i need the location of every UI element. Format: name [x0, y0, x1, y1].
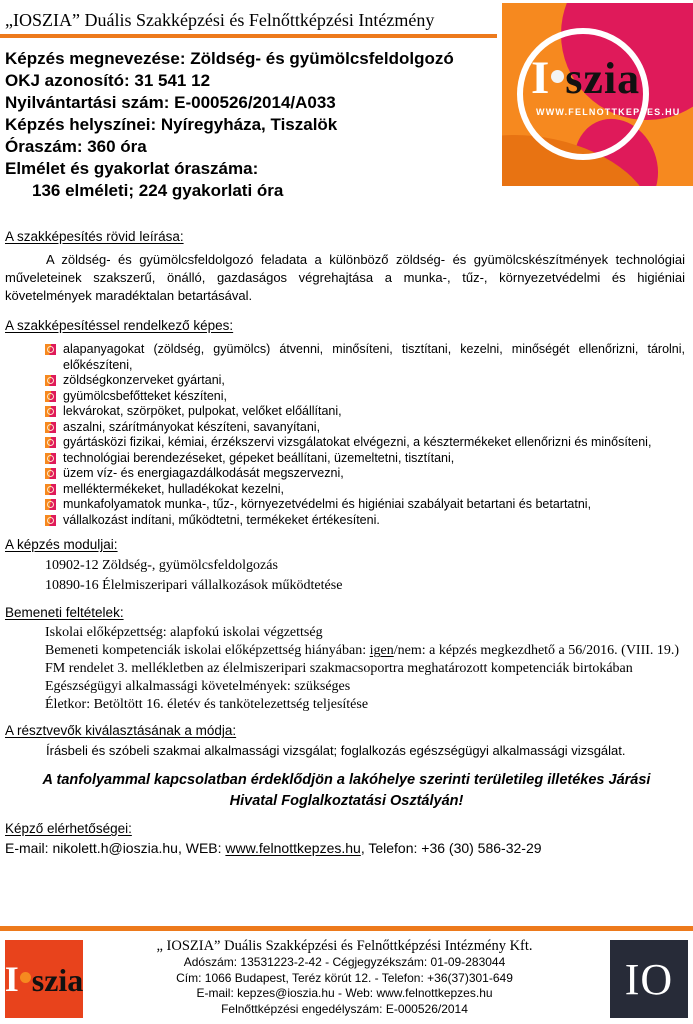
theory-practice-label-line: Elmélet és gyakorlat óraszáma:	[5, 159, 259, 178]
capability-item	[45, 404, 685, 420]
entry-competence-prefix: Bemeneti kompetenciák iskolai előképzettség hiányában:	[45, 643, 370, 658]
ioszia-bullet-icon	[45, 391, 56, 402]
course-info-block	[5, 48, 505, 202]
section-heading-capabilities: A szakképesítéssel rendelkező képes:	[5, 318, 234, 333]
entry-competence-line	[45, 642, 688, 678]
capability-item	[45, 389, 685, 405]
selection-paragraph: Írásbeli és szóbeli szakmai alkalmassági vizsgálat; foglalkozás egészségügyi alkalmassági vizsgálat.	[46, 743, 626, 758]
section-heading-selection: A résztvevők kiválasztásának a módja:	[5, 723, 237, 738]
footer-divider	[0, 926, 693, 931]
entry-age-line: Életkor: Betöltött 16. életév és tankötelezettség teljesítése	[45, 697, 369, 712]
footer-tax-line: Adószám: 13531223-2-42 - Cégjegyzékszám: 01-09-283044	[183, 955, 506, 969]
logo-circle-o-icon	[551, 70, 564, 83]
district-office-notice: A tanfolyammal kapcsolatban érdeklődjön a lakóhelye szerinti területileg illetékes Járási Hivatal Foglalkoztatási Osztályán!	[42, 772, 651, 809]
footer	[0, 926, 693, 1024]
course-name-line: Képzés megnevezése: Zöldség- és gyümölcsfeldolgozó	[5, 49, 454, 68]
module-item: 10902-12 Zöldség-, gyümölcsfeldolgozás	[45, 558, 278, 573]
footer-logo-letters-szia: szia	[31, 961, 84, 998]
ioszia-bullet-icon	[45, 515, 56, 526]
organization-title: „IOSZIA” Duális Szakképzési és Felnőttképzési Intézmény	[5, 10, 435, 30]
module-item: 10890-16 Élelmiszeripari vállalkozások működtetése	[45, 578, 343, 593]
capability-text: lekvárokat, szörpöket, pulpokat, velőket előállítani,	[63, 404, 342, 418]
entry-health-line: Egészségügyi alkalmassági követelmények: szükséges	[45, 679, 351, 694]
capability-text: melléktermékeket, hulladékokat kezelni,	[63, 481, 284, 496]
capability-text: gyümölcsbefőtteket készíteni,	[63, 388, 227, 403]
contact-suffix: , Telefon: +36 (30) 586-32-29	[360, 840, 542, 856]
footer-address-line: Cím: 1066 Budapest, Teréz körút 12. - Telefon: +36(37)301-649	[176, 970, 513, 985]
capability-text: technológiai berendezéseket, gépeket beállítani, üzemeltetni, tisztítani,	[63, 450, 455, 465]
entry-requirements-block	[45, 624, 688, 714]
ioszia-bullet-icon	[45, 484, 56, 495]
ioszia-bullet-icon	[45, 468, 56, 479]
footer-logo-circle-o-icon	[20, 972, 31, 983]
capability-item	[45, 513, 685, 529]
capability-text: vállalkozást indítani, működtetni, termékeket értékesíteni.	[63, 512, 380, 527]
logo-website-text: WWW.FELNOTTKEPZES.HU	[536, 107, 681, 117]
capability-text: üzem víz- és energiagazdálkodását megszervezni,	[63, 466, 344, 480]
entry-competence-yes: igen	[369, 643, 394, 658]
footer-company-name: „ IOSZIA” Duális Szakképzési és Felnőttképzési Intézmény Kft.	[156, 938, 533, 954]
capability-item	[45, 497, 685, 513]
footer-email-web-line: E-mail: kepzes@ioszia.hu - Web: www.felnottkepzes.hu	[196, 986, 493, 1000]
modules-list	[45, 556, 688, 596]
capability-text: aszalni, szárítmányokat készíteni, savanyítani,	[63, 419, 321, 434]
ioszia-bullet-icon	[45, 406, 56, 417]
contact-website-link[interactable]: www.felnottkepzes.hu	[225, 840, 361, 856]
capability-item	[45, 466, 685, 482]
capability-text: gyártásközi fizikai, kémiai, érzékszervi vizsgálatokat elvégezni, a késztermékeket ellenőrizni és minősíteni,	[63, 435, 652, 449]
section-heading-short-description: A szakképesítés rövid leírása:	[5, 229, 184, 244]
footer-logo-letter-i: I	[4, 958, 19, 999]
logo-letters-szia: szia	[565, 54, 641, 103]
footer-license-line: Felnőttképzési engedélyszám: E-000526/2014	[221, 1001, 468, 1016]
logo-letter-i: I	[531, 52, 550, 104]
capability-text: munkafolyamatok munka-, tűz-, környezetvédelmi és higiéniai szabályait betartani és betartatni,	[63, 497, 592, 511]
capability-item	[45, 420, 685, 436]
logo-wordmark	[531, 52, 641, 104]
ioszia-bullet-icon	[45, 499, 56, 510]
footer-logo-wordmark	[4, 958, 84, 999]
ioszia-bullet-icon	[45, 437, 56, 448]
capability-item	[45, 342, 685, 373]
short-description-paragraph: A zöldség- és gyümölcsfeldolgozó feladata a különböző zöldség- és gyümölcskészítmények technológiai műveleteinek szakszerű, önálló, gazdaságos végrehajtása a munka-, tűz-, környezetvédelmi és higiéniai követelmények maradéktalan betartásával.	[5, 252, 685, 303]
ioszia-bullet-icon	[45, 344, 56, 355]
section-heading-contact: Képző elérhetőségei:	[5, 821, 132, 836]
capability-text: alapanyagokat (zöldség, gyümölcs) átvenni, minősíteni, tisztítani, kezelni, minőségét ellenőrizni, tárolni, előkészíteni,	[63, 342, 685, 372]
theory-practice-hours-line: 136 elméleti; 224 gyakorlati óra	[32, 181, 284, 200]
capability-text: zöldségkonzerveket gyártani,	[63, 373, 225, 387]
ioszia-bullet-icon	[45, 453, 56, 464]
header-divider	[0, 34, 497, 38]
capability-item	[45, 435, 685, 451]
capability-item	[45, 482, 685, 498]
capabilities-list	[45, 342, 685, 528]
capability-item	[45, 451, 685, 467]
ioszia-logo	[502, 3, 693, 186]
footer-ioszia-logo	[5, 940, 83, 1018]
registry-number-line: Nyilvántartási szám: E-000526/2014/A033	[5, 93, 336, 112]
section-heading-entry-requirements: Bemeneti feltételek:	[5, 605, 124, 620]
contact-prefix: E-mail: nikolett.h@ioszia.hu, WEB:	[5, 840, 226, 856]
capability-item	[45, 373, 685, 389]
locations-line: Képzés helyszínei: Nyíregyháza, Tiszalök	[5, 115, 338, 134]
contact-line	[5, 839, 688, 857]
ioszia-bullet-icon	[45, 422, 56, 433]
ioszia-bullet-icon	[45, 375, 56, 386]
okj-id-line: OKJ azonosító: 31 541 12	[5, 71, 211, 90]
footer-io-logo: IO	[610, 940, 688, 1018]
footer-contact-block	[88, 937, 601, 1017]
entry-competence-suffix: /nem: a képzés megkezdhető a 56/2016. (VIII. 19.) FM rendelet 3. mellékletben az élelmiszeripari szakmacsoportra meghatározott kompetenciák birtokában	[45, 643, 680, 676]
total-hours-line: Óraszám: 360 óra	[5, 137, 147, 156]
entry-school-line: Iskolai előképzettség: alapfokú iskolai végzettség	[45, 625, 323, 640]
section-heading-modules: A képzés moduljai:	[5, 537, 118, 552]
